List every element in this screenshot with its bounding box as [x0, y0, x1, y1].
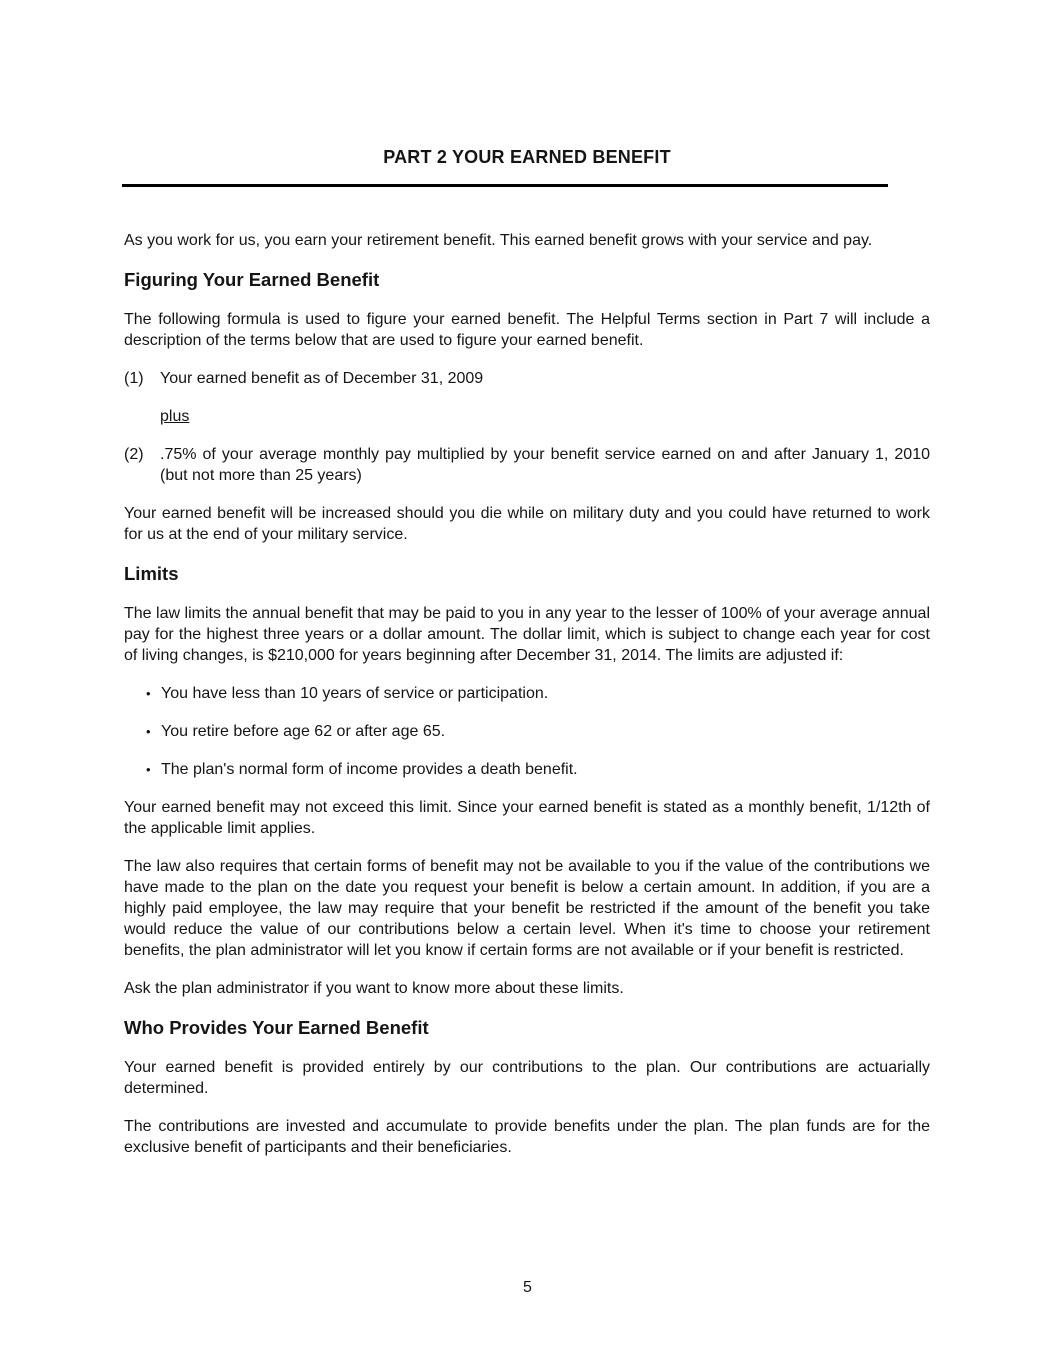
figuring-paragraph-2: Your earned benefit will be increased should you die while on military duty and you could have returned to work for us at the end of your military service.: [124, 505, 930, 543]
bullet-icon: •: [146, 762, 151, 777]
numbered-item-1-label: (1): [124, 370, 144, 387]
bullet-icon: •: [146, 686, 151, 701]
limits-paragraph-2: Your earned benefit may not exceed this limit. Since your earned benefit is stated as a monthly benefit, 1/12th of the applicable limit applies.: [124, 799, 930, 837]
page-title: PART 2 YOUR EARNED BENEFIT: [383, 147, 671, 167]
list-item: [124, 683, 930, 704]
bullet-text-retire-age: You retire before age 62 or after age 65.: [161, 723, 446, 740]
page-number: 5: [523, 1279, 532, 1296]
list-item: [124, 759, 930, 780]
section-heading-figuring-your-earned-benefit: Figuring Your Earned Benefit: [124, 269, 380, 290]
numbered-item-2-text: .75% of your average monthly pay multiplied by your benefit service earned on and after January 1, 2010 (but not more than 25 years): [160, 446, 930, 484]
provides-paragraph-2: The contributions are invested and accumulate to provide benefits under the plan. The plan funds are for the exclusive benefit of participants and their beneficiaries.: [124, 1118, 930, 1156]
figuring-paragraph-1: The following formula is used to figure your earned benefit. The Helpful Terms section in Part 7 will include a description of the terms below that are used to figure your earned benefit.: [124, 311, 930, 349]
numbered-item-1: [124, 368, 930, 389]
bullet-text-service: You have less than 10 years of service or participation.: [161, 685, 549, 702]
list-item: [124, 721, 930, 742]
limits-paragraph-1: The law limits the annual benefit that may be paid to you in any year to the lesser of 100% of your average annual pay for the highest three years or a dollar amount. The dollar limit, which is subject to change each year for cost of living changes, is $210,000 for years beginning after December 31, 2014. The limits are adjusted if:: [124, 605, 930, 664]
limits-paragraph-4: Ask the plan administrator if you want to know more about these limits.: [124, 980, 624, 997]
title-divider: [122, 184, 888, 187]
numbered-item-2-label: (2): [124, 446, 144, 463]
numbered-item-2: [124, 444, 930, 486]
section-heading-limits: Limits: [124, 563, 179, 584]
formula-connector: [160, 406, 930, 427]
limits-bullet-list: [124, 683, 930, 780]
provides-paragraph-1: Your earned benefit is provided entirely by our contributions to the plan. Our contributions are actuarially determined.: [124, 1059, 930, 1097]
formula-connector-word: plus: [160, 408, 190, 425]
bullet-icon: •: [146, 724, 151, 739]
intro-paragraph: As you work for us, you earn your retirement benefit. This earned benefit grows with your service and pay.: [124, 232, 873, 249]
section-heading-who-provides: Who Provides Your Earned Benefit: [124, 1017, 429, 1038]
limits-paragraph-3: The law also requires that certain forms of benefit may not be available to you if the value of the contributions we have made to the plan on the date you request your benefit is below a certain amount. In addition, if you are a highly paid employee, the law may require that your benefit be restricted if the amount of the benefit you take would reduce the value of our contributions below a certain level. When it's time to choose your retirement benefits, the plan administrator will let you know if certain forms are not available or if your benefit is restricted.: [124, 858, 930, 959]
numbered-item-1-text: Your earned benefit as of December 31, 2009: [160, 370, 484, 387]
bullet-text-death-benefit: The plan's normal form of income provides a death benefit.: [161, 761, 578, 778]
